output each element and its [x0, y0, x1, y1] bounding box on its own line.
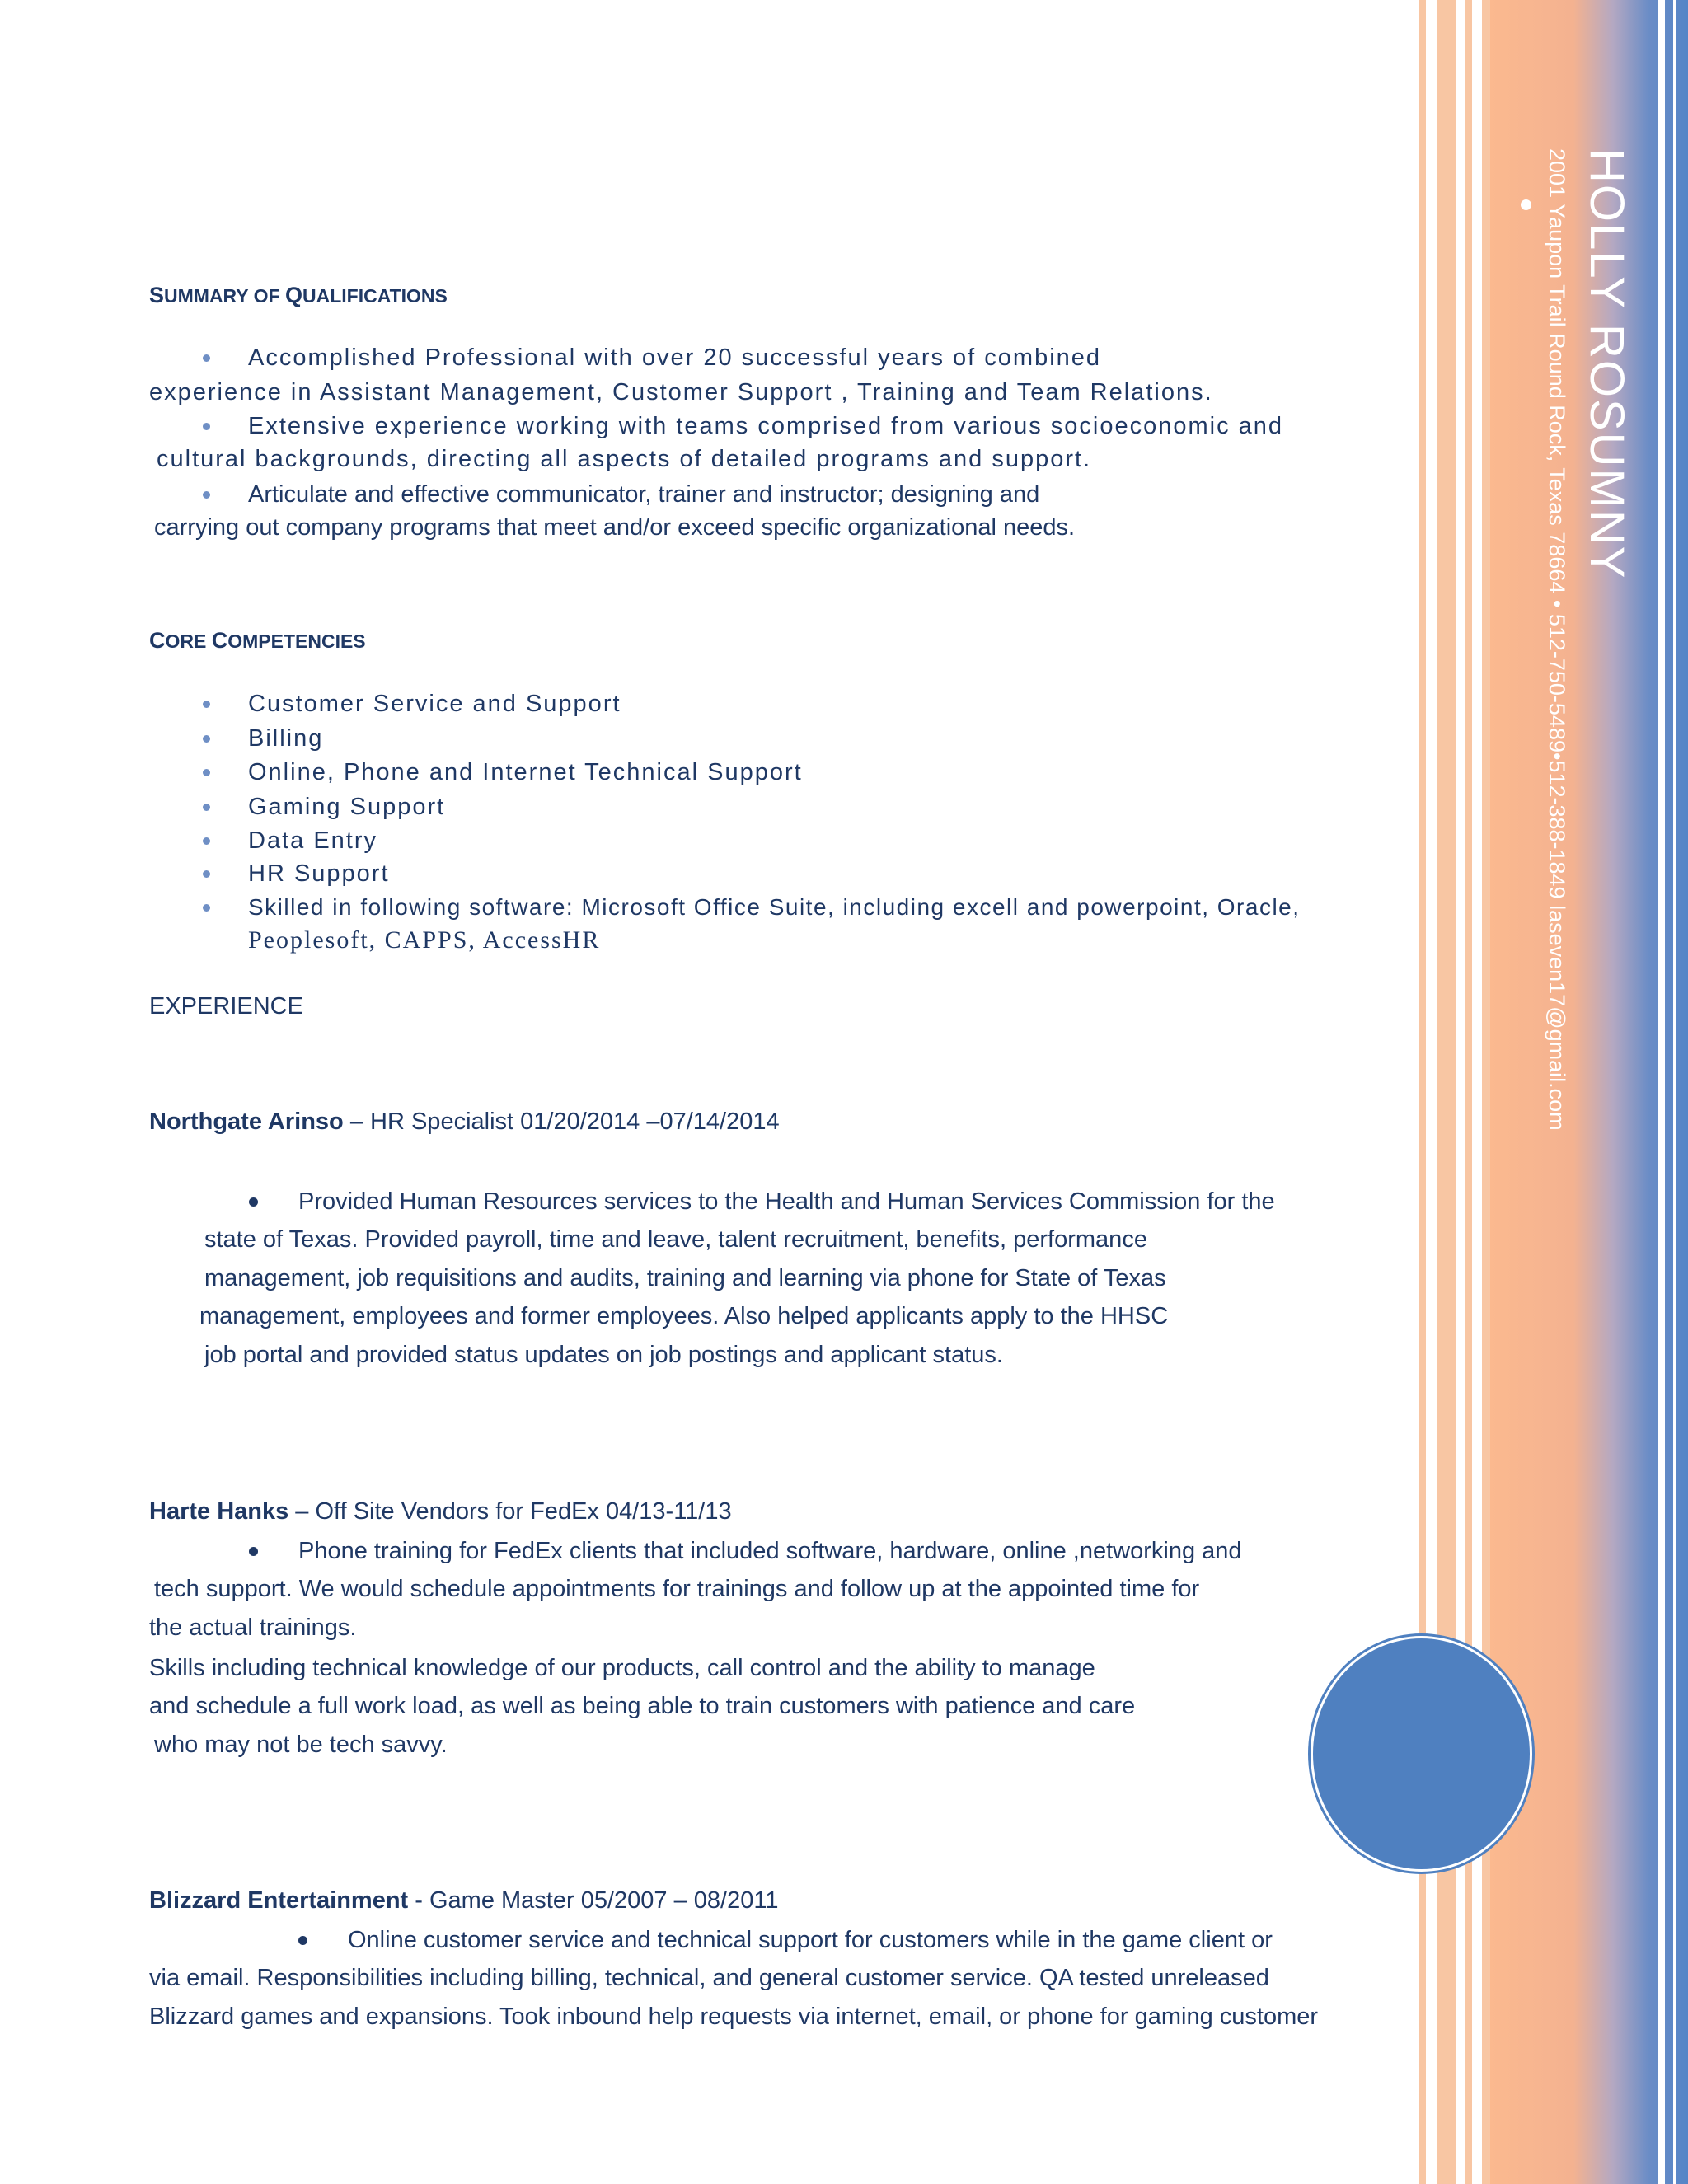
job-title-line [149, 1495, 732, 1528]
competency-item: Skilled in following software: Microsoft Office Suite, including excell and powerpoint, Oracle, [248, 894, 1301, 920]
contact-info: 2001 Yaupon Trail Round Rock, Texas 78664 • 512-750-5489•512-388-1849 laseven17@gmail.com [1545, 148, 1569, 1131]
summary-line: Accomplished Professional with over 20 successful years of combined [248, 344, 1102, 371]
summary-line: Articulate and effective communicator, trainer and instructor; designing and [248, 481, 1040, 508]
job-description-line: tech support. We would schedule appointments for trainings and follow up at the appointed time for [154, 1576, 1200, 1602]
job-description-line: via email. Responsibilities including billing, technical, and general customer service. QA tested unreleased [149, 1965, 1269, 1991]
job-description-line: management, employees and former employees. Also helped applicants apply to the HHSC [199, 1303, 1169, 1329]
job-description-line: management, job requisitions and audits, training and learning via phone for State of Texas [204, 1265, 1166, 1291]
section-heading-experience: EXPERIENCE [149, 993, 303, 1019]
decorative-stripe [1482, 0, 1490, 2184]
job-title-line [149, 1884, 778, 1917]
competency-item: Gaming Support [248, 794, 446, 820]
section-heading-competencies: CORE COMPETENCIES [149, 628, 366, 653]
bullet-icon [249, 1547, 258, 1556]
job-role: – HR Specialist 01/20/2014 –07/14/2014 [343, 1108, 780, 1135]
bullet-icon [203, 904, 210, 912]
competency-item: Customer Service and Support [248, 691, 621, 717]
summary-line: Extensive experience working with teams comprised from various socioeconomic and [248, 413, 1284, 439]
candidate-name: HOLLY ROSUMNY [1580, 148, 1634, 580]
summary-line: cultural backgrounds, directing all aspects of detailed programs and support. [157, 446, 1092, 472]
decorative-stripe [1658, 0, 1665, 2184]
company-name: Northgate Arinso [149, 1108, 344, 1135]
job-title-line [149, 1105, 780, 1138]
bullet-icon [203, 769, 210, 776]
competency-item: Billing [248, 725, 324, 752]
job-description-line: who may not be tech savvy. [154, 1732, 448, 1758]
summary-line: experience in Assistant Management, Customer Support , Training and Team Relations. [149, 379, 1213, 405]
decorative-circle [1313, 1638, 1530, 1869]
job-description-line: and schedule a full work load, as well as being able to train customers with patience and care [149, 1693, 1136, 1719]
competency-item-continued: Peoplesoft, CAPPS, AccessHR [248, 926, 601, 954]
job-description-line: job portal and provided status updates on job postings and applicant status. [204, 1342, 1003, 1368]
bullet-icon [203, 491, 210, 499]
bullet-icon [203, 423, 210, 430]
competency-item: Online, Phone and Internet Technical Support [248, 759, 803, 785]
job-description-line: Phone training for FedEx clients that included software, hardware, online ,networking and [298, 1538, 1242, 1564]
section-heading-summary: SUMMARY OF QUALIFICATIONS [149, 283, 448, 307]
competency-item: HR Support [248, 860, 390, 887]
bullet-icon [203, 701, 210, 708]
bullet-icon [203, 870, 210, 878]
decorative-stripe [1673, 0, 1676, 2184]
bullet-icon [203, 354, 210, 362]
job-role: – Off Site Vendors for FedEx 04/13-11/13 [288, 1498, 732, 1525]
competency-item: Data Entry [248, 827, 377, 854]
job-description-line: Online customer service and technical support for customers while in the game client or [348, 1927, 1273, 1953]
summary-line: carrying out company programs that meet and/or exceed specific organizational needs. [154, 514, 1076, 541]
header-block [1540, 148, 1632, 1131]
bullet-icon [203, 837, 210, 845]
job-role: - Game Master 05/2007 – 08/2011 [408, 1887, 779, 1914]
job-description-line: Provided Human Resources services to the Health and Human Services Commission for the [298, 1188, 1275, 1215]
job-description-line: state of Texas. Provided payroll, time and leave, talent recruitment, benefits, performance [204, 1226, 1147, 1253]
company-name: Blizzard Entertainment [149, 1887, 409, 1914]
job-description-line: the actual trainings. [149, 1615, 357, 1641]
job-description-line: Skills including technical knowledge of our products, call control and the ability to manage [149, 1655, 1095, 1681]
bullet-icon [298, 1936, 307, 1945]
bullet-icon [249, 1197, 258, 1207]
company-name: Harte Hanks [149, 1498, 289, 1525]
bullet-icon [203, 804, 210, 811]
job-description-line: Blizzard games and expansions. Took inbound help requests via internet, email, or phone for gaming customer [149, 2004, 1319, 2030]
bullet-icon [203, 735, 210, 743]
header-bullet-icon [1521, 199, 1531, 210]
